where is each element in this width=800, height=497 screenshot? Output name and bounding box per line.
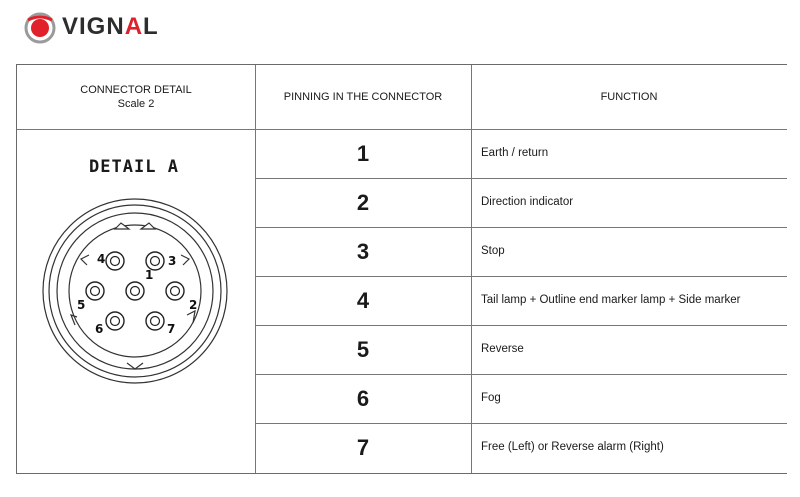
- brand-logo: [22, 8, 172, 48]
- connector-label-5: 5: [77, 298, 86, 312]
- pin-number: 2: [356, 190, 370, 215]
- brand-wordmark: VIGNAL: [62, 13, 159, 40]
- pin-function: Earth / return: [481, 147, 549, 159]
- pin-number: 7: [356, 435, 370, 460]
- connector-label-3: 3: [168, 254, 177, 268]
- pin-function: Free (Left) or Reverse alarm (Right): [481, 441, 664, 453]
- detail-label: DETAIL A: [89, 157, 179, 177]
- header-connector-detail: [17, 83, 255, 111]
- row-divider: [255, 178, 787, 179]
- pin-function: Direction indicator: [481, 196, 574, 208]
- row-divider: [255, 227, 787, 228]
- header-pinning: PINNING IN THE CONNECTOR: [283, 91, 443, 103]
- connector-diagram: [37, 193, 237, 393]
- header-function: FUNCTION: [600, 91, 658, 103]
- header-connector-title: CONNECTOR DETAIL: [80, 84, 192, 96]
- connector-table: [16, 64, 787, 474]
- pin-function: Stop: [481, 245, 505, 257]
- pin-function: Reverse: [481, 343, 524, 355]
- logo-swoosh-icon: [22, 10, 62, 46]
- pin-number: 6: [356, 386, 370, 411]
- connector-label-6: 6: [95, 322, 104, 336]
- header-divider: [17, 129, 787, 130]
- pin-number: 3: [356, 239, 370, 264]
- row-divider: [255, 423, 787, 424]
- header-connector-scale: Scale 2: [117, 98, 155, 110]
- column-divider: [471, 65, 472, 473]
- row-divider: [255, 374, 787, 375]
- row-divider: [255, 276, 787, 277]
- connector-label-4: 4: [97, 252, 106, 266]
- connector-label-1: 1: [145, 268, 154, 282]
- pin-function: Tail lamp + Outline end marker lamp + Side marker: [481, 294, 741, 306]
- connector-label-7: 7: [167, 322, 176, 336]
- connector-label-2: 2: [189, 298, 198, 312]
- pin-number: 5: [356, 337, 370, 362]
- row-divider: [255, 325, 787, 326]
- pin-number: 4: [356, 288, 370, 313]
- pin-number: 1: [356, 141, 370, 166]
- pin-function: Fog: [481, 392, 501, 404]
